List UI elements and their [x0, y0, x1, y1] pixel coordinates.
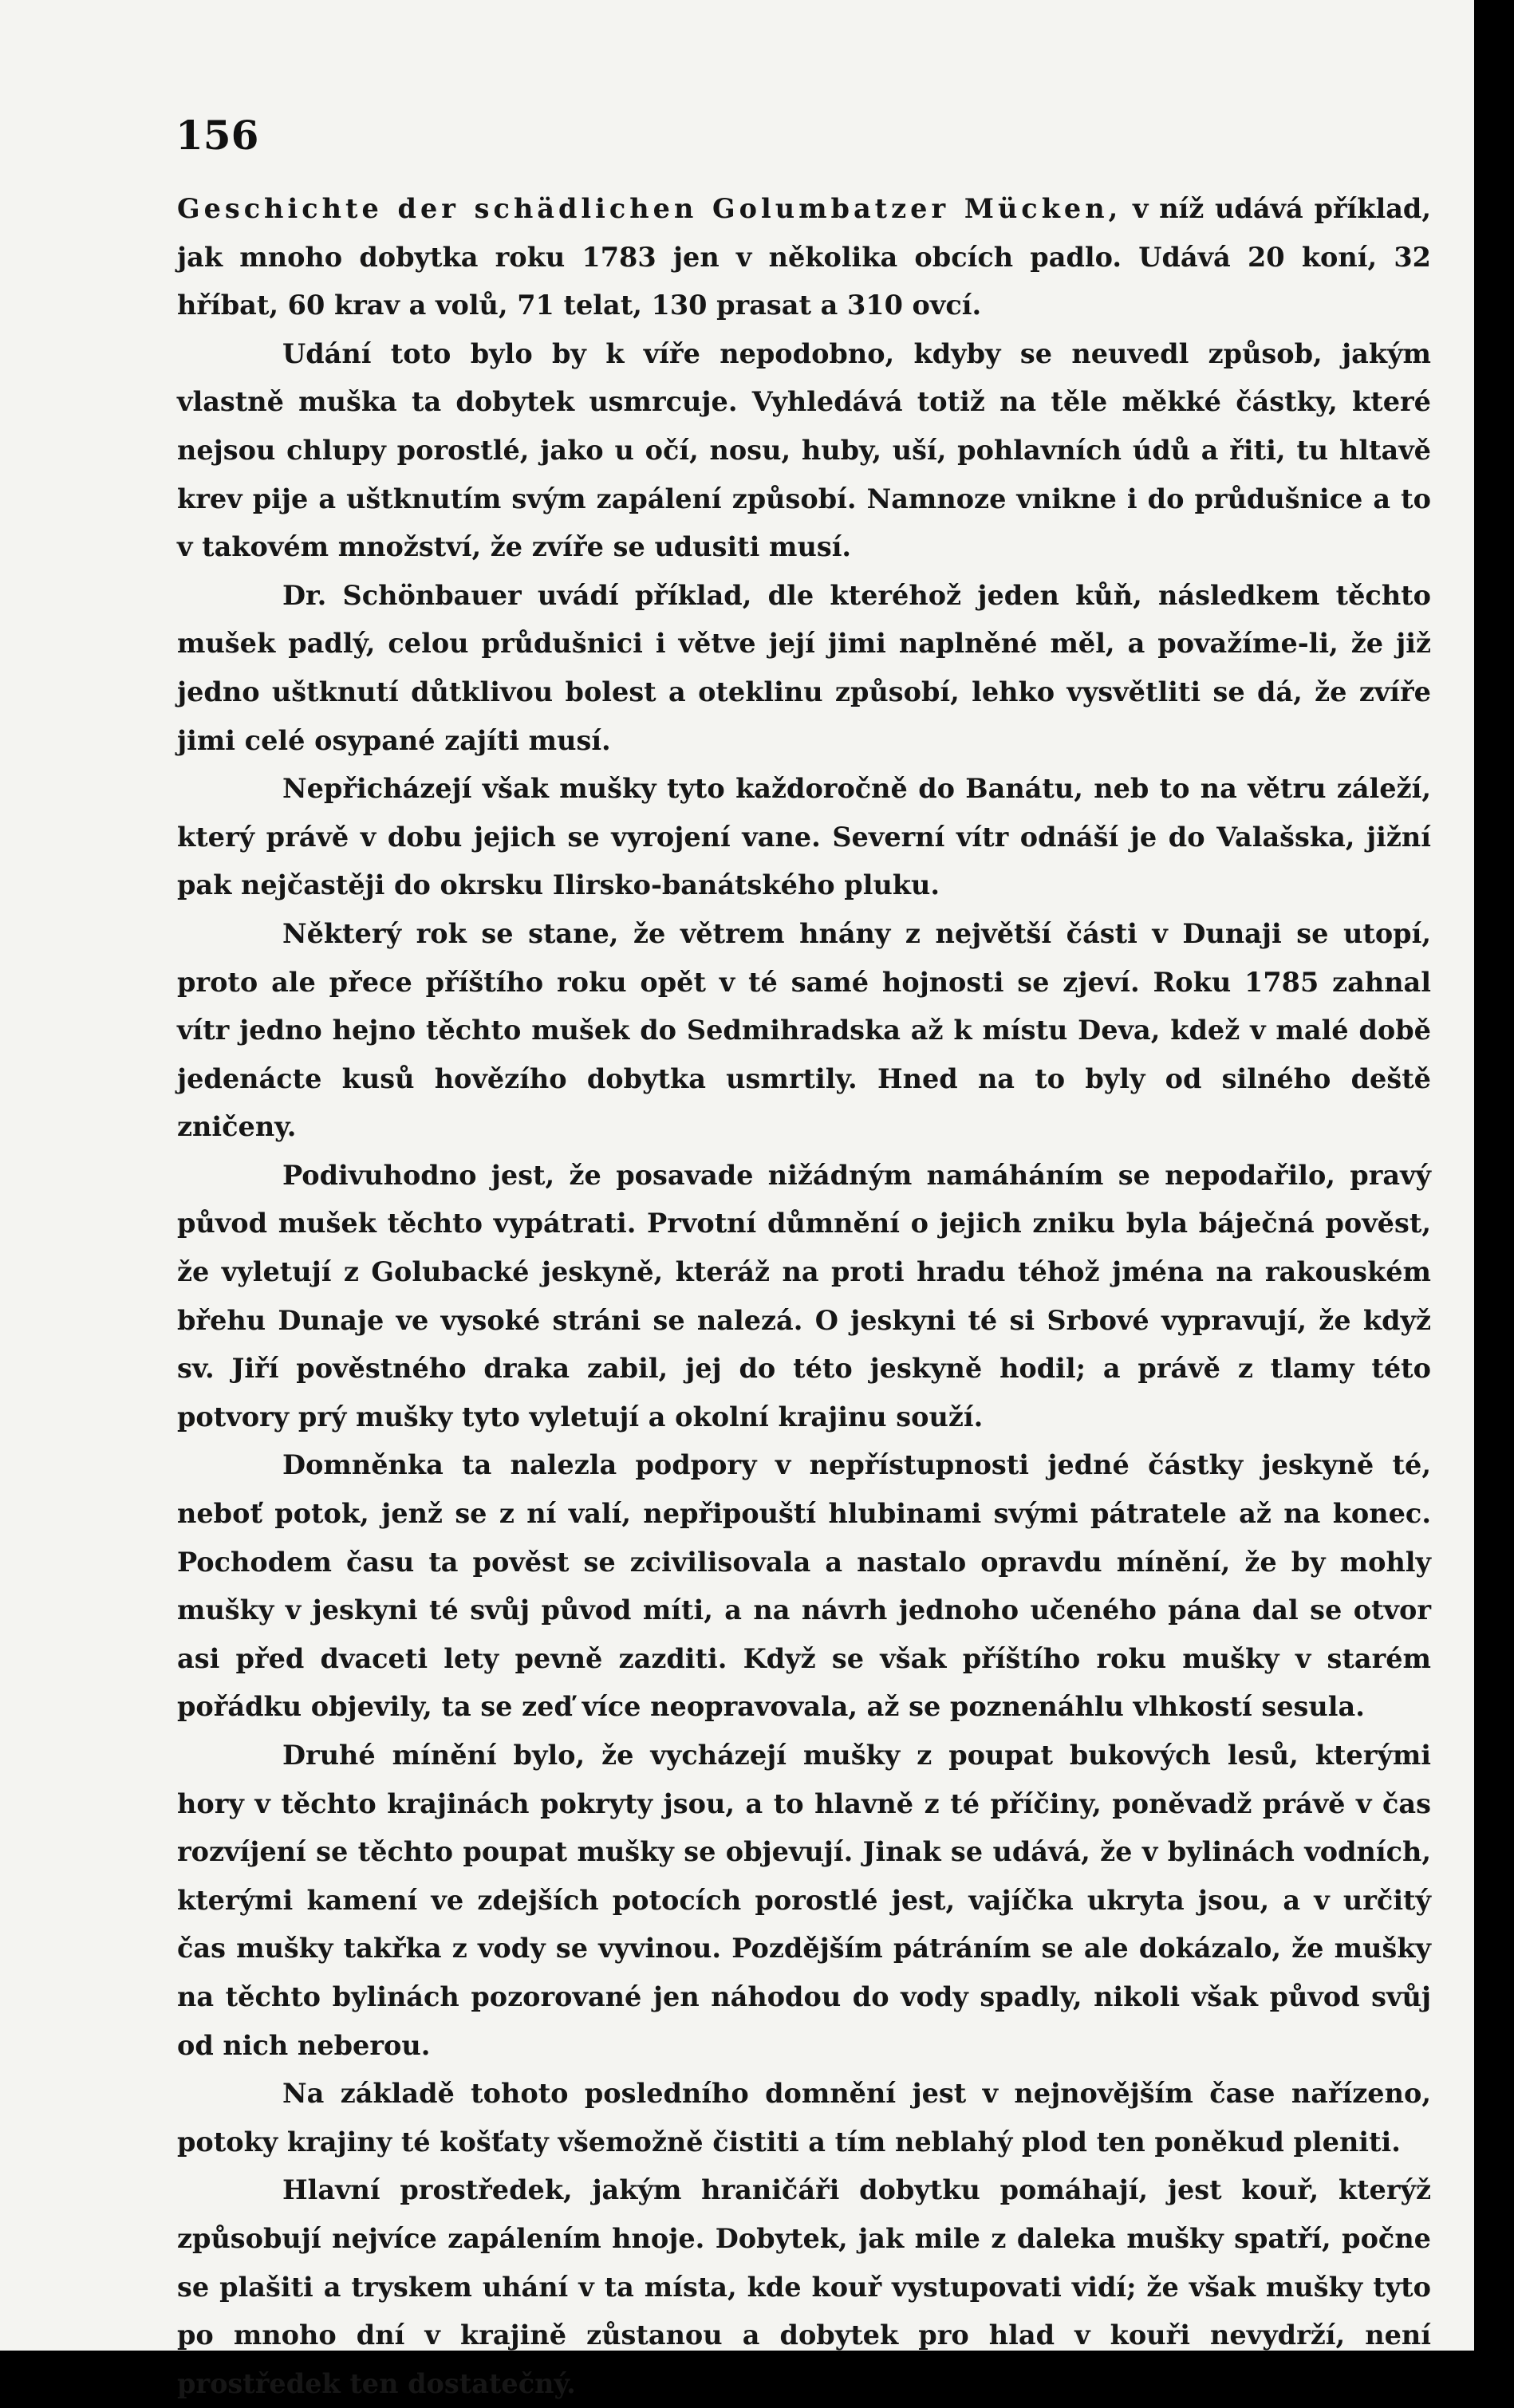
body-text [177, 185, 1431, 2408]
paragraph-2: Udání toto bylo by k víře nepodobno, kdyby se neuvedl způsob, jakým vlastně muška ta dobytek usmrcuje. Vyhledává totiž na těle měkké částky, které nejsou chlupy porostlé, jako u očí, nosu, huby, uší, pohlavních údů a řiti, tu hltavě krev pije a uštknutím svým zapálení způsobí. Namnoze vnikne i do průdušnice a to v takovém množství, že zvíře se udusiti musí. [177, 337, 1431, 563]
page-number: 156 [175, 112, 259, 159]
paragraph-9: Na základě tohoto posledního domnění jest v nejnovějším čase nařízeno, potoky krajiny té košťaty všemožně čistiti a tím neblahý plod ten poněkud pleniti. [177, 2078, 1431, 2158]
paragraph-1-text: v níž udává příklad, jak mnoho dobytka roku 1783 jen v několika obcích padlo. Udává 20 koní, 32 hříbat, 60 krav a volů, 71 telat, 130 prasat a 310 ovcí. [177, 193, 1431, 321]
paragraph-1 [177, 185, 1431, 330]
paragraph-3: Dr. Schönbauer uvádí příklad, dle kteréhož jeden kůň, následkem těchto mušek padlý, celou průdušnici i větve její jimi naplněné měl, a považíme-li, že již jedno uštknutí důtklivou bolest a oteklinu způsobí, lehko vysvětliti se dá, že zvíře jimi celé osypané zajíti musí. [177, 579, 1431, 756]
paragraph-4: Nepřicházejí však mušky tyto každoročně do Banátu, neb to na větru záleží, který právě v dobu jejich se vyrojení vane. Severní vítr odnáší je do Valašska, jižní pak nejčastěji do okrsku Ilirsko-banátského pluku. [177, 773, 1431, 901]
paragraph-10: Hlavní prostředek, jakým hraničáři dobytku pomáhají, jest kouř, kterýž způsobují nejvíce zapálením hnoje. Dobytek, jak mile z daleka mušky spatří, počne se plašiti a tryskem uhání v ta místa, kde kouř vystupovati vidí; že však mušky tyto po mnoho dní v krajině zůstanou a dobytek pro hlad v kouři nevydrží, není prostředek ten dostatečný. [177, 2174, 1431, 2399]
paragraph-6: Podivuhodno jest, že posavade nižádným namáháním se nepodařilo, pravý původ mušek těchto vypátrati. Prvotní důmnění o jejich zniku byla báječná pověst, že vyletují z Golubacké jeskyně, kteráž na proti hradu téhož jména na rakouském břehu Dunaje ve vysoké stráni se nalezá. O jeskyni té si Srbové vypravují, že když sv. Jiří pověstného draka zabil, jej do této jeskyně hodil; a právě z tlamy této potvory prý mušky tyto vyletují a okolní krajinu souží. [177, 1159, 1431, 1433]
german-title-lead: Geschichte der schädlichen Golumbatzer Mücken, [177, 193, 1122, 224]
paragraph-8: Druhé mínění bylo, že vycházejí mušky z poupat bukových lesů, kterými hory v těchto krajinách pokryty jsou, a to hlavně z té příčiny, poněvadž právě v čas rozvíjení se těchto poupat mušky se objevují. Jinak se udává, že v bylinách vodních, kterými kamení ve zdejších potocích porostlé jest, vajíčka ukryta jsou, a v určitý čas mušky takřka z vody se vyvinou. Pozdějším pátráním se ale dokázalo, že mušky na těchto bylinách pozorované jen náhodou do vody spadly, nikoli však původ svůj od nich neberou. [177, 1740, 1431, 2061]
paragraph-5: Některý rok se stane, že větrem hnány z největší části v Dunaji se utopí, proto ale přece příštího roku opět v té samé hojnosti se zjeví. Roku 1785 zahnal vítr jedno hejno těchto mušek do Sedmihradska až k místu Deva, kdež v malé době jedenácte kusů hovězího dobytka usmrtily. Hned na to byly od silného deště zničeny. [177, 917, 1431, 1143]
paragraph-7: Domněnka ta nalezla podpory v nepřístupnosti jedné částky jeskyně té, neboť potok, jenž se z ní valí, nepřipouští hlubinami svými pátratele až na konec. Pochodem času ta pověst se zcivilisovala a nastalo opravdu mínění, že by mohly mušky v jeskyni té svůj původ míti, a na návrh jednoho učeného pána dal se otvor asi před dvaceti lety pevně zazditi. Když se však příštího roku mušky v starém pořádku objevily, ta se zeď více neopravovala, až se poznenáhlu vlhkostí sesula. [177, 1449, 1431, 1723]
